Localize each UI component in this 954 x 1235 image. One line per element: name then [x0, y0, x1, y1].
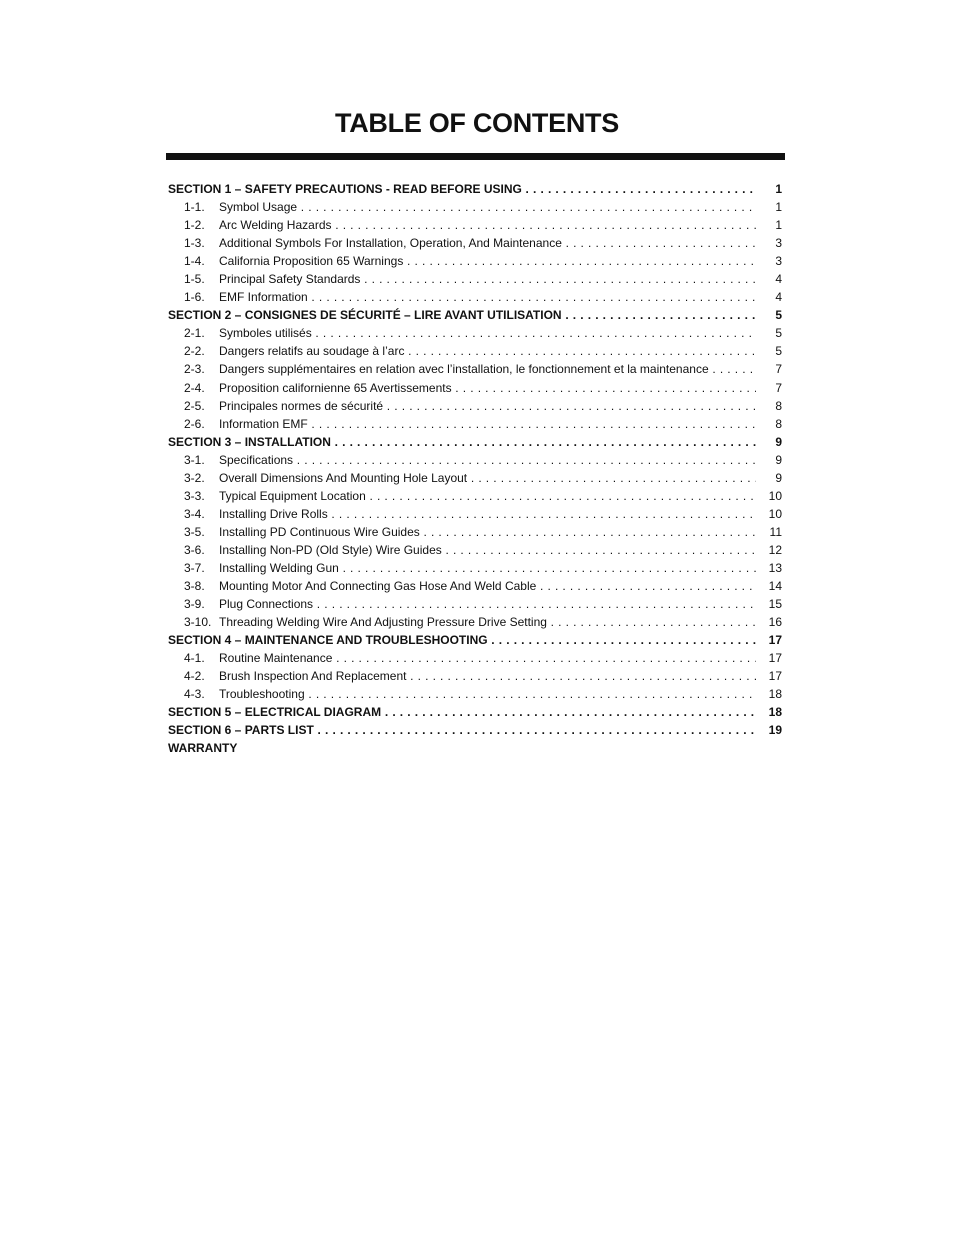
toc-section-entry[interactable] [168, 739, 782, 757]
toc-section-entry[interactable] [168, 306, 782, 324]
toc-page-number: 17 [768, 669, 782, 684]
toc-page-number: 8 [775, 398, 782, 413]
toc-subentry[interactable] [168, 487, 782, 505]
toc-entry-number: 4-1. [184, 651, 205, 666]
toc-page-number: 13 [768, 560, 782, 575]
toc-page-number: 1 [775, 218, 782, 233]
toc-page-number: 18 [768, 687, 782, 702]
toc-page-number: 9 [775, 434, 782, 449]
toc-entry-label [168, 288, 756, 306]
toc-entry-label [168, 324, 756, 342]
toc-page-number: 10 [768, 488, 782, 503]
toc-page-number: 4 [775, 272, 782, 287]
toc-entry-text: Specifications [219, 452, 294, 467]
toc-entry-number: 1-6. [184, 290, 205, 305]
toc-entry-label [168, 252, 756, 270]
toc-entry-text: Principal Safety Standards [219, 272, 361, 287]
toc-page-number: 7 [775, 380, 782, 395]
toc-page-number: 10 [768, 506, 782, 521]
toc-page-number: 1 [775, 182, 782, 196]
toc-subentry[interactable] [168, 324, 782, 342]
toc-entry-text: Installing PD Continuous Wire Guides [219, 524, 420, 539]
toc-entry-number: 4-3. [184, 687, 205, 702]
toc-entry-number: 1-2. [184, 218, 205, 233]
toc-entry-number: 1-3. [184, 236, 205, 251]
toc-entry-label [168, 595, 756, 613]
toc-entry-label [168, 270, 756, 288]
toc-entry-label [168, 541, 756, 559]
toc-section-entry[interactable] [168, 703, 782, 721]
toc-entry-label [168, 577, 756, 595]
toc-entry-label [168, 505, 756, 523]
toc-page-number: 17 [768, 633, 782, 648]
toc-page-number: 1 [775, 200, 782, 215]
toc-subentry[interactable] [168, 216, 782, 234]
toc-entry-text: Dangers relatifs au soudage à l’arc [219, 344, 405, 359]
toc-entry-number: 3-10. [184, 615, 212, 630]
toc-subentry[interactable] [168, 667, 782, 685]
toc-page-number: 5 [775, 326, 782, 341]
toc-subentry[interactable] [168, 288, 782, 306]
toc-entry-text: WARRANTY [168, 741, 238, 756]
toc-subentry[interactable] [168, 360, 782, 378]
toc-list [168, 180, 782, 758]
toc-entry-label [168, 739, 756, 757]
toc-entry-number: 3-8. [184, 579, 205, 594]
toc-entry-text: SECTION 3 – INSTALLATION [168, 434, 331, 449]
toc-entry-label [168, 667, 756, 685]
toc-entry-text: Installing Drive Rolls [219, 506, 328, 521]
toc-section-entry[interactable] [168, 433, 782, 451]
toc-entry-text: Routine Maintenance [219, 651, 333, 666]
toc-subentry[interactable] [168, 685, 782, 703]
toc-page-number: 12 [768, 542, 782, 557]
toc-entry-number: 2-5. [184, 398, 205, 413]
toc-entry-text: Plug Connections [219, 597, 314, 612]
toc-entry-label [168, 415, 756, 433]
toc-page-number: 3 [775, 236, 782, 251]
toc-entry-label [168, 397, 756, 415]
toc-section-entry[interactable] [168, 631, 782, 649]
toc-entry-label [168, 433, 756, 451]
toc-entry-label [168, 703, 756, 721]
toc-page-number: 4 [775, 290, 782, 305]
toc-subentry[interactable] [168, 577, 782, 595]
toc-entry-text: Symbol Usage [219, 200, 298, 215]
toc-subentry[interactable] [168, 234, 782, 252]
toc-entry-text: Installing Non-PD (Old Style) Wire Guides [219, 542, 442, 557]
toc-entry-text: Arc Welding Hazards [219, 218, 332, 233]
toc-entry-text: Principales normes de sécurité [219, 398, 384, 413]
toc-subentry[interactable] [168, 270, 782, 288]
toc-entry-number: 3-7. [184, 560, 205, 575]
toc-subentry[interactable] [168, 198, 782, 216]
toc-subentry[interactable] [168, 613, 782, 631]
toc-entry-number: 1-5. [184, 272, 205, 287]
toc-entry-number: 2-4. [184, 380, 205, 395]
toc-entry-text: Threading Welding Wire And Adjusting Pressure Drive Setting [219, 615, 547, 630]
toc-entry-label [168, 216, 756, 234]
toc-entry-text: Mounting Motor And Connecting Gas Hose And Weld Cable [219, 579, 537, 594]
page-title: TABLE OF CONTENTS [335, 108, 619, 138]
toc-page-number: 14 [768, 579, 782, 594]
toc-entry-text: Proposition californienne 65 Avertissements [219, 380, 452, 395]
toc-subentry[interactable] [168, 252, 782, 270]
toc-subentry[interactable] [168, 397, 782, 415]
toc-entry-label [168, 631, 756, 649]
toc-entry-label [168, 198, 756, 216]
toc-subentry[interactable] [168, 505, 782, 523]
toc-entry-number: 4-2. [184, 669, 205, 684]
toc-page-number: 7 [775, 362, 782, 377]
toc-page-number: 15 [768, 597, 782, 612]
toc-page-number: 3 [775, 254, 782, 269]
toc-entry-number: 2-3. [184, 362, 205, 377]
toc-entry-text: Troubleshooting [219, 687, 305, 702]
toc-entry-text: California Proposition 65 Warnings [219, 254, 404, 269]
toc-page-number: 5 [775, 344, 782, 359]
toc-entry-number: 3-6. [184, 542, 205, 557]
toc-page-number: 16 [768, 615, 782, 630]
toc-entry-label [168, 180, 756, 198]
toc-entry-text: SECTION 1 – SAFETY PRECAUTIONS - READ BEFORE USING [168, 182, 522, 196]
toc-entry-number: 2-2. [184, 344, 205, 359]
toc-entry-label [168, 234, 756, 252]
toc-entry-text: SECTION 4 – MAINTENANCE AND TROUBLESHOOTING [168, 633, 488, 648]
toc-entry-label [168, 559, 756, 577]
toc-page-number: 9 [775, 470, 782, 485]
toc-entry-label [168, 469, 756, 487]
toc-entry-label [168, 379, 756, 397]
toc-subentry[interactable] [168, 523, 782, 541]
toc-page-number: 19 [768, 723, 782, 738]
toc-entry-label [168, 306, 756, 324]
toc-entry-label [168, 523, 756, 541]
toc-entry-number: 3-5. [184, 524, 205, 539]
toc-subentry[interactable] [168, 469, 782, 487]
toc-section-entry[interactable] [168, 180, 782, 198]
toc-entry-label [168, 685, 756, 703]
toc-subentry[interactable] [168, 415, 782, 433]
toc-entry-label [168, 342, 756, 360]
toc-entry-text: Information EMF [219, 416, 308, 431]
toc-entry-label [168, 451, 756, 469]
toc-page-number: 18 [768, 705, 782, 720]
toc-subentry[interactable] [168, 649, 782, 667]
toc-page-number: 8 [775, 416, 782, 431]
toc-entry-number: 1-1. [184, 200, 205, 215]
toc-entry-text: Additional Symbols For Installation, Operation, And Maintenance [219, 236, 562, 251]
toc-entry-text: Symboles utilisés [219, 326, 312, 341]
toc-entry-label [168, 721, 756, 739]
toc-subentry[interactable] [168, 595, 782, 613]
toc-entry-number: 3-9. [184, 597, 205, 612]
toc-entry-number: 3-1. [184, 452, 205, 467]
toc-entry-number: 2-1. [184, 326, 205, 341]
toc-entry-text: Typical Equipment Location [219, 488, 366, 503]
toc-entry-label [168, 613, 756, 631]
title-rule [166, 153, 785, 160]
toc-subentry[interactable] [168, 559, 782, 577]
toc-entry-label [168, 360, 756, 378]
toc-entry-text: Dangers supplémentaires en relation avec l’installation, le fonctionnement et la maintenance [219, 362, 709, 377]
toc-entry-number: 2-6. [184, 416, 205, 431]
toc-entry-number: 1-4. [184, 254, 205, 269]
toc-section-entry[interactable] [168, 721, 782, 739]
toc-entry-label [168, 487, 756, 505]
toc-subentry[interactable] [168, 451, 782, 469]
toc-entry-text: Overall Dimensions And Mounting Hole Layout [219, 470, 468, 485]
toc-page-number: 11 [769, 524, 782, 539]
toc-entry-text: SECTION 5 – ELECTRICAL DIAGRAM [168, 705, 382, 720]
toc-entry-text: Installing Welding Gun [219, 560, 339, 575]
toc-subentry[interactable] [168, 541, 782, 559]
toc-entry-number: 3-2. [184, 470, 205, 485]
toc-subentry[interactable] [168, 379, 782, 397]
toc-entry-label [168, 649, 756, 667]
toc-entry-text: SECTION 2 – CONSIGNES DE SÉCURITÉ – LIRE AVANT UTILISATION [168, 308, 562, 323]
toc-page-number: 9 [775, 452, 782, 467]
toc-entry-number: 3-4. [184, 506, 205, 521]
toc-entry-text: EMF Information [219, 290, 308, 305]
toc-entry-text: SECTION 6 – PARTS LIST [168, 723, 314, 738]
toc-entry-text: Brush Inspection And Replacement [219, 669, 407, 684]
toc-page-number: 5 [775, 308, 782, 323]
toc-subentry[interactable] [168, 342, 782, 360]
toc-entry-number: 3-3. [184, 488, 205, 503]
toc-page-number: 17 [768, 651, 782, 666]
